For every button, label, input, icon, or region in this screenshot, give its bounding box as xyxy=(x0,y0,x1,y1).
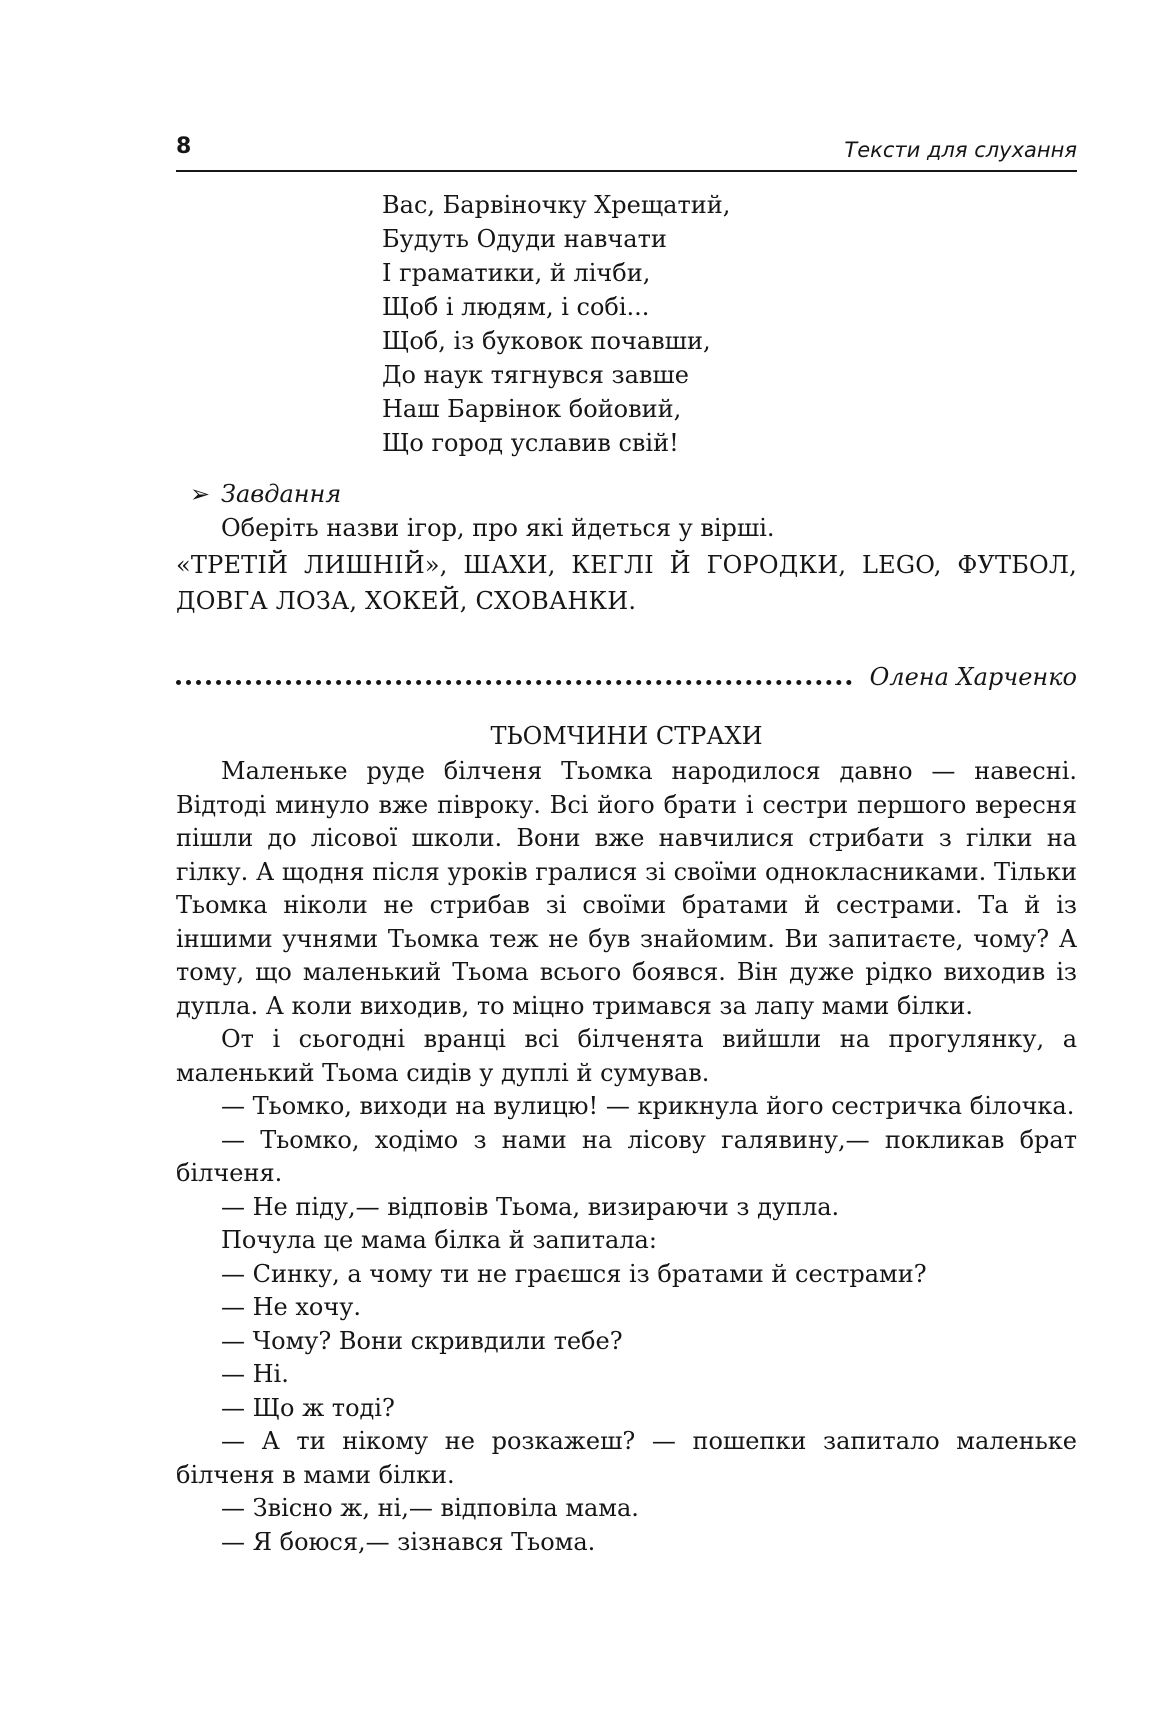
story-paragraph: — Що ж тоді? xyxy=(221,1393,395,1422)
poem-line: Наш Барвінок бойовий, xyxy=(382,395,682,423)
task-game-list: «ТРЕТІЙ ЛИШНІЙ», ШАХИ, КЕГЛІ Й ГОРОДКИ, LEGO, ФУТБОЛ, ДОВГА ЛОЗА, ХОКЕЙ, СХОВАНКИ. xyxy=(176,551,1077,615)
story-paragraph: — Чому? Вони скривдили тебе? xyxy=(221,1326,623,1355)
story-paragraph: От і сьогодні вранці всі білченята вийшли на прогулянку, а маленький Тьома сидів у дуплі й сумував. xyxy=(176,1025,1077,1087)
story-paragraph: — Звісно ж, ні,— відповіла мама. xyxy=(221,1494,639,1522)
header-divider xyxy=(176,170,1077,172)
story-paragraph: Почула це мама білка й запитала: xyxy=(221,1226,657,1254)
story-paragraph: — Тьомко, виходи на вулицю! — крикнула його сестричка білочка. xyxy=(221,1092,1075,1120)
story-paragraph: — Не піду,— відповів Тьома, визираючи з дупла. xyxy=(221,1192,840,1221)
poem-line: До наук тягнувся завше xyxy=(382,361,689,389)
story-title: ТЬОМЧИНИ СТРАХИ xyxy=(490,722,763,750)
poem-line: Що город уславив свій! xyxy=(382,429,679,457)
page-number: 8 xyxy=(176,134,192,159)
story-paragraph: Маленьке руде білченя Тьомка народилося давно — навесні. Відтоді минуло вже півроку. Всі його брати і сестри першого вересня пішли до лісової школи. Вони вже навчилися стрибати з гілки на гілку. А щодня після уроків гралися зі своїми однокласниками. Тільки Тьомка ніколи не стрибав зі своїми братами й сестрами. Та й із іншими учнями Тьомка теж не був знайомим. Ви запитаєте, чому? А тому, що маленький Тьома всього боявся. Він дуже рідко виходив із дупла. А коли виходив, то міцно тримався за лапу мами білки. xyxy=(176,757,1077,1020)
section-title: Тексти для слухання xyxy=(844,138,1077,162)
task-block xyxy=(176,477,1077,619)
story-paragraph: — Не хочу. xyxy=(221,1293,361,1321)
story-paragraph: — Я боюся,— зізнався Тьома. xyxy=(221,1527,596,1556)
task-heading xyxy=(176,477,1077,511)
poem-line: І граматики, й лічби, xyxy=(382,259,651,287)
story-paragraph: — Синку, а чому ти не граєшся із братами й сестрами? xyxy=(221,1259,927,1288)
author-line xyxy=(176,660,1077,694)
task-prompt: Оберіть назви ігор, про які йдеться у вірші. xyxy=(221,514,775,542)
dotted-leader xyxy=(176,680,852,685)
poem-line: Будуть Одуди навчати xyxy=(382,225,667,253)
poem-line: Щоб, із буковок почавши, xyxy=(382,327,711,355)
poem xyxy=(382,188,730,460)
arrow-bullet-icon: ➢ xyxy=(190,480,211,508)
poem-line: Щоб і людям, і собі... xyxy=(382,293,650,321)
author-name: Олена Харченко xyxy=(869,663,1077,691)
story-paragraph: — А ти нікому не розкажеш? — пошепки запитало маленьке білченя в мами білки. xyxy=(176,1427,1077,1489)
task-heading-label: Завдання xyxy=(221,480,342,508)
story-paragraph: — Тьомко, ходімо з нами на лісову галявину,— покликав брат білченя. xyxy=(176,1125,1077,1187)
poem-line: Вас, Барвіночку Хрещатий, xyxy=(382,191,731,219)
story-paragraph: — Ні. xyxy=(221,1360,289,1388)
story-text xyxy=(176,755,1077,1559)
